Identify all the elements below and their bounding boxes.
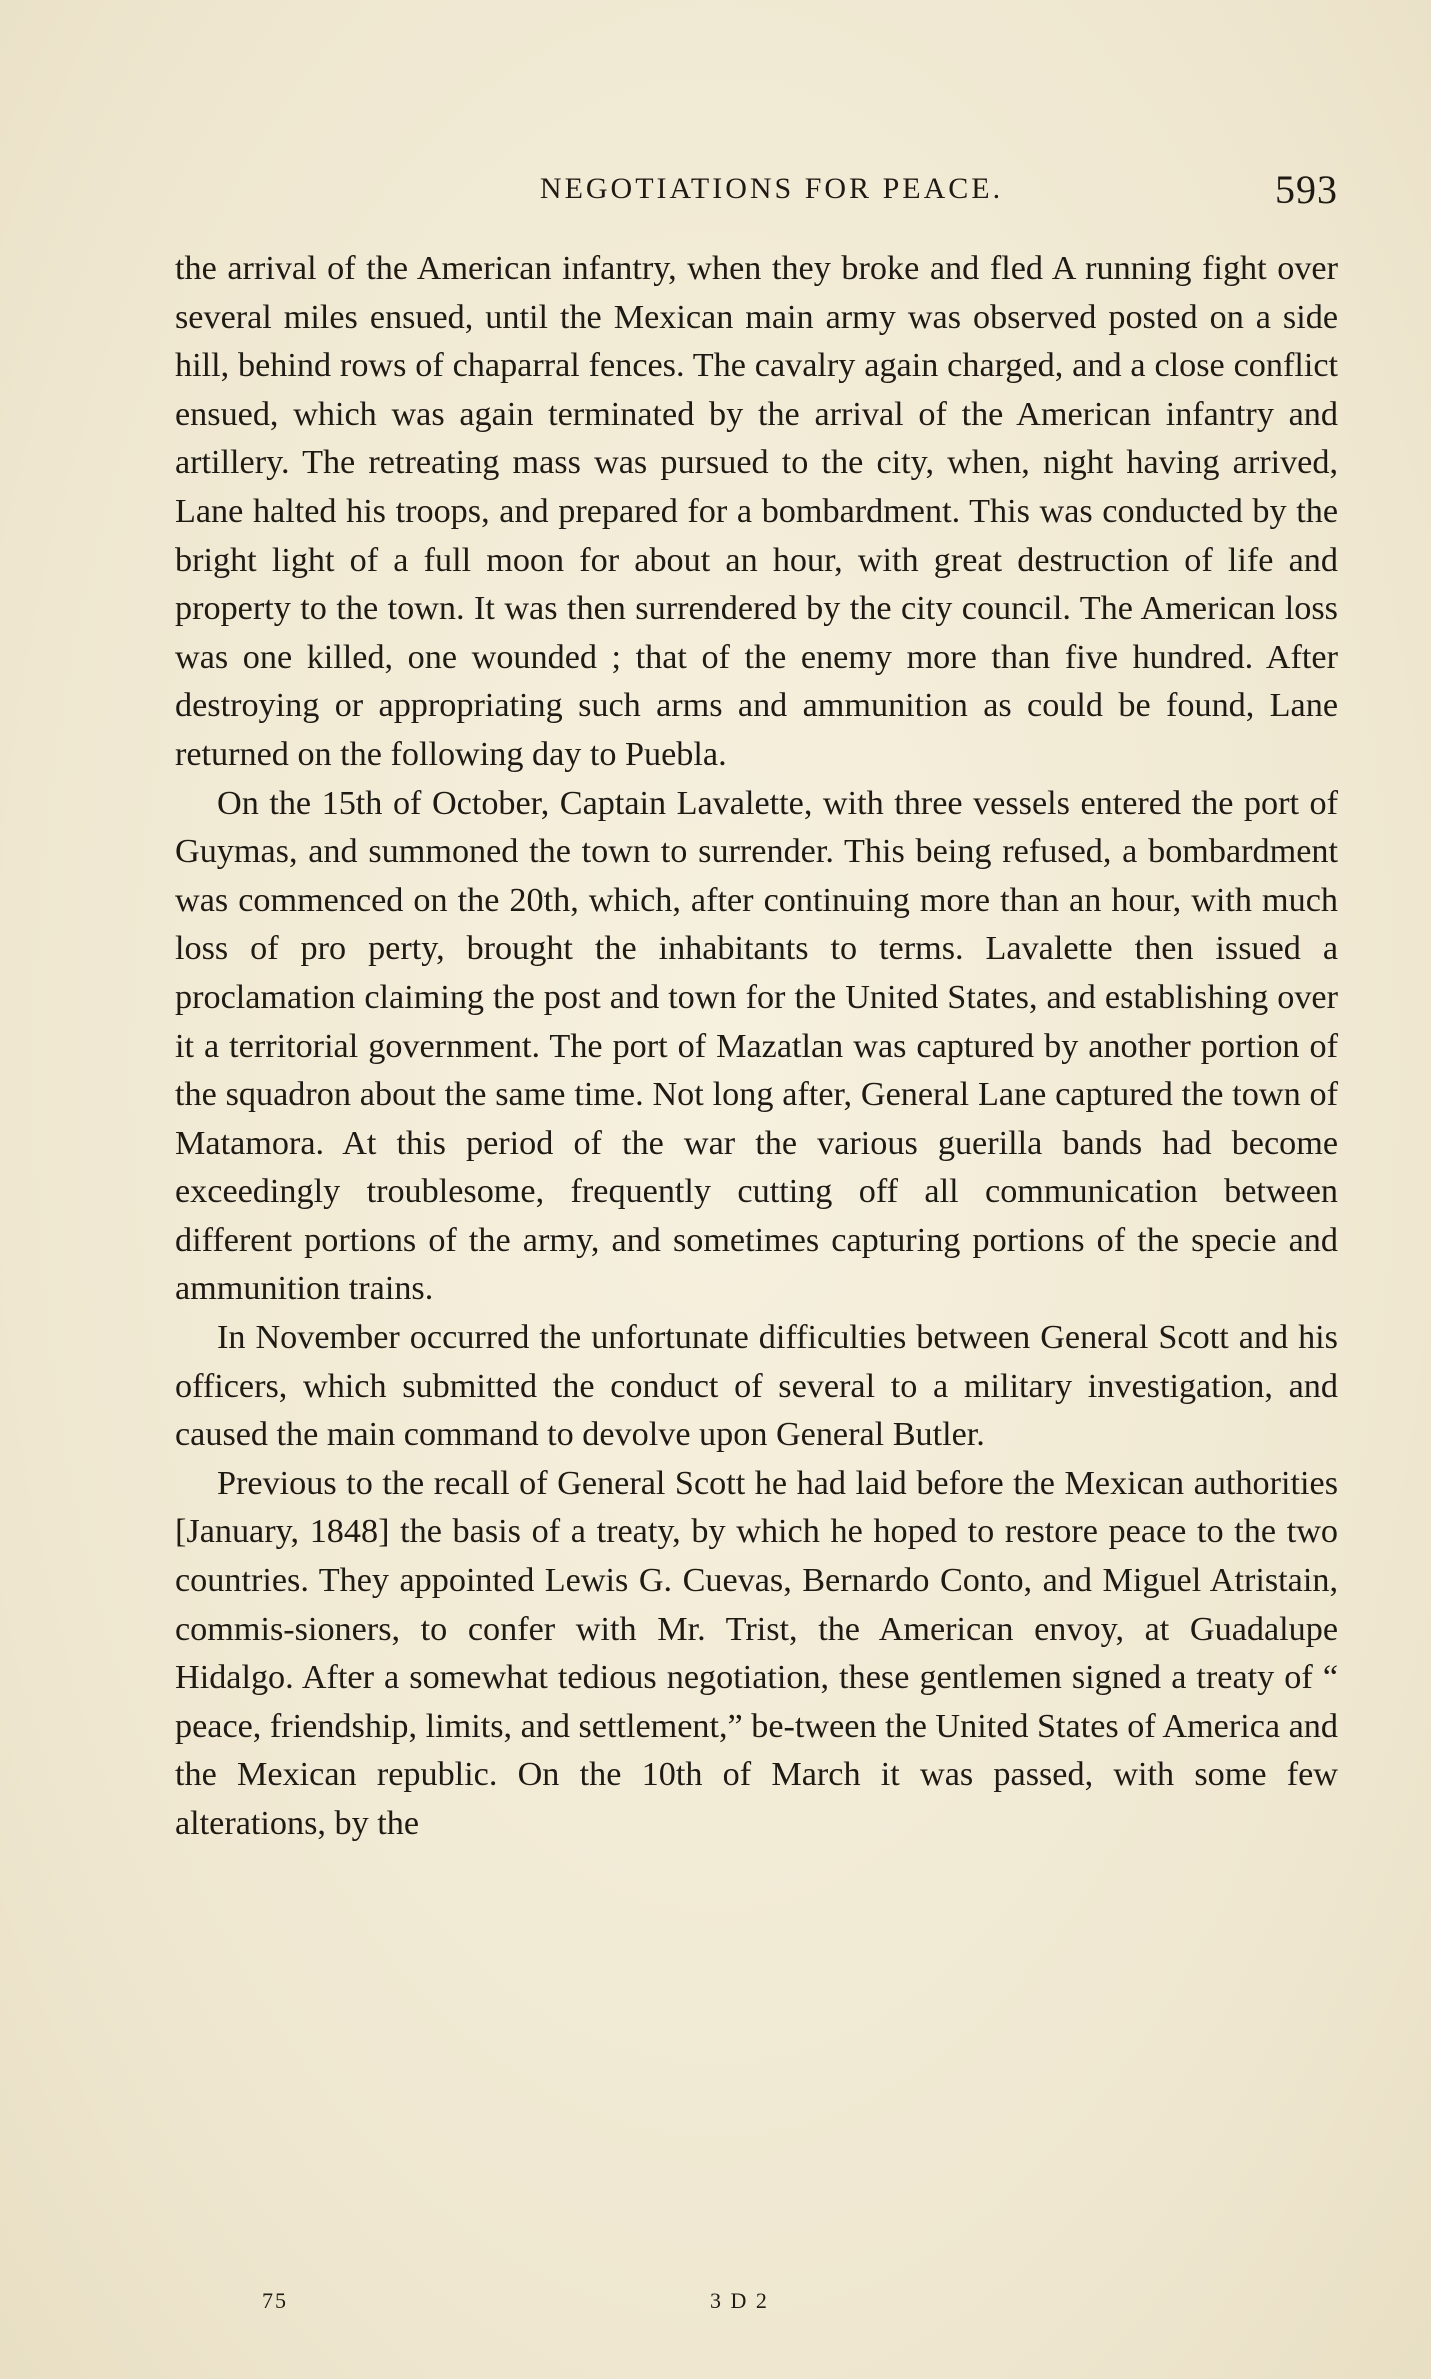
body-text	[175, 245, 1338, 1849]
page-footer	[175, 2288, 1338, 2318]
paragraph-1: the arrival of the American infantry, when they broke and fled A running fight over several miles ensued, until the Mexican main army was observed posted on a side hill, behind rows of chaparral fences. The cavalry again charged, and a close conflict ensued, which was again terminated by the arrival of the American infantry and artillery. The retreating mass was pursued to the city, when, night having arrived, Lane halted his troops, and prepared for a bombardment. This was conducted by the bright light of a full moon for about an hour, with great destruction of life and property to the town. It was then surrendered by the city council. The American loss was one killed, one wounded ; that of the enemy more than five hundred. After destroying or appropriating such arms and ammunition as could be found, Lane returned on the following day to Puebla.	[175, 250, 1338, 773]
page-title: NEGOTIATIONS FOR PEACE.	[539, 172, 1004, 205]
paragraph-2: On the 15th of October, Captain Lavalette, with three vessels entered the port of Guymas, and summoned the town to surrender. This being refused, a bombardment was commenced on the 20th, which, after continuing more than an hour, with much loss of pro perty, brought the inhabitants to terms. Lavalette then issued a proclamation claiming the post and town for the United States, and establishing over it a territorial government. The port of Mazatlan was captured by another portion of the squadron about the same time. Not long after, General Lane captured the town of Matamora. At this period of the war the various guerilla bands had become exceedingly troublesome, frequently cutting off all communication between different portions of the army, and sometimes capturing portions of the specie and ammunition trains.	[175, 784, 1338, 1308]
footer-left-mark: 75	[262, 2288, 288, 2313]
paragraph-3: In November occurred the unfortunate difficulties between General Scott and his officers, which submitted the conduct of several to a military investigation, and caused the main command to devolve upon General Butler.	[175, 1319, 1338, 1454]
page-number: 593	[1275, 167, 1338, 212]
paragraph-4: Previous to the recall of General Scott he had laid before the Mexican authorities [January, 1848] the basis of a treaty, by which he hoped to restore peace to the two countries. They appointed Lewis G. Cuevas, Bernardo Conto, and Miguel Atristain, commis-sioners, to confer with Mr. Trist, the American envoy, at Guadalupe Hidalgo. After a somewhat tedious negotiation, these gentlemen signed a treaty of “ peace, friendship, limits, and settlement,” be-tween the United States of America and the Mexican republic. On the 10th of March it was passed, with some few alterations, by the	[175, 1464, 1338, 1842]
running-head	[175, 167, 1338, 212]
signature-mark: 3 D 2	[710, 2288, 769, 2313]
